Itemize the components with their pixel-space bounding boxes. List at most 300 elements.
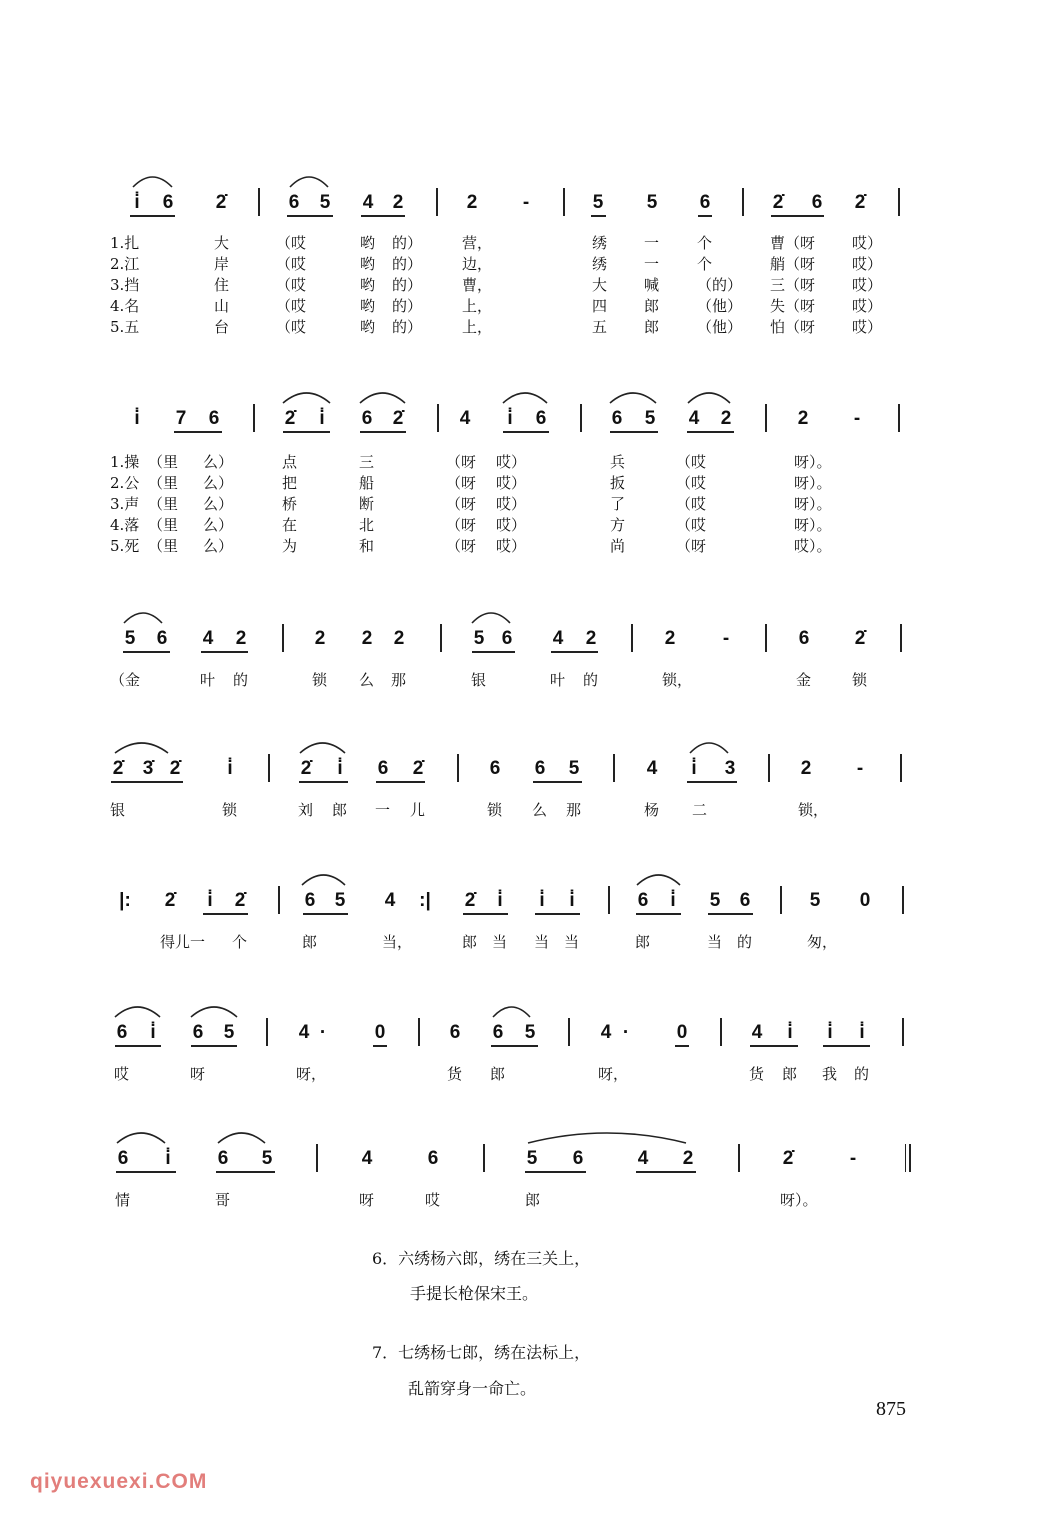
barline: [765, 404, 767, 432]
lyric: 当: [564, 933, 580, 951]
lyric: 郎: [635, 933, 651, 951]
note: 5: [261, 1148, 273, 1169]
lyric: （呀: [446, 495, 477, 513]
note: 6: [739, 890, 751, 911]
note: 6: [572, 1148, 584, 1169]
barline: [568, 1018, 570, 1046]
lyric: 当: [707, 933, 723, 951]
lyric: 尚: [610, 537, 626, 555]
note: 5: [524, 1022, 536, 1043]
lyric: 1.操: [110, 453, 140, 471]
lyric: 哟: [360, 276, 376, 294]
lyric: 哎）: [852, 276, 883, 294]
lyric: 呀）。: [794, 453, 832, 471]
slur: [472, 613, 510, 623]
note: i̇: [319, 408, 325, 429]
note: ·: [319, 1022, 327, 1043]
note: 3̇: [142, 758, 154, 779]
slur: [115, 1007, 160, 1017]
note: 2: [585, 628, 597, 649]
lyric: 当，: [382, 933, 413, 951]
lyric: 锁，: [662, 671, 693, 689]
beam-underline: [373, 1045, 387, 1047]
lyric: 为: [282, 537, 298, 555]
lyric: （呀: [676, 537, 707, 555]
lyric: 杨: [644, 801, 660, 819]
lyric: 锁，: [798, 801, 829, 819]
lyric: 匆，: [807, 933, 838, 951]
note: i̇: [827, 1022, 833, 1043]
slur: [218, 1133, 265, 1143]
slur: [610, 393, 656, 403]
barline: [898, 188, 900, 216]
lyric: 把: [282, 474, 298, 492]
beam-underline: [687, 431, 734, 433]
note: 5: [709, 890, 721, 911]
lyric: 四: [592, 297, 608, 315]
barline: [768, 754, 770, 782]
lyric: 一: [375, 801, 391, 819]
note: i̇: [165, 1148, 171, 1169]
slur: [360, 393, 405, 403]
note: 5: [223, 1022, 235, 1043]
beam-underline: [299, 781, 348, 783]
barline: [900, 754, 902, 782]
barline: [418, 1018, 420, 1046]
lyric: 呀）。: [794, 516, 832, 534]
note: -: [856, 758, 864, 779]
beam-underline: [823, 1045, 870, 1047]
note: 2: [682, 1148, 694, 1169]
lyric: （他）: [697, 297, 743, 315]
lyric: 哎: [114, 1065, 130, 1083]
lyric: 货: [447, 1065, 463, 1083]
note: 6: [637, 890, 649, 911]
lyric: 哎）: [496, 474, 527, 492]
lyric: （金: [110, 671, 141, 689]
barline: [258, 188, 260, 216]
note: 6: [798, 628, 810, 649]
final-barline: [905, 1144, 911, 1172]
lyric: 锁: [487, 801, 503, 819]
lyric: 么: [359, 671, 375, 689]
lyric: （哎: [276, 255, 307, 273]
beam-underline: [283, 431, 330, 433]
slur: [637, 875, 680, 885]
note: i̇: [497, 890, 503, 911]
barline: [780, 886, 782, 914]
barline: [436, 188, 438, 216]
lyric: 那: [391, 671, 407, 689]
lyric: 和: [359, 537, 375, 555]
note: 6: [611, 408, 623, 429]
lyric: 的）: [392, 318, 423, 336]
note: 4: [552, 628, 564, 649]
note: 4: [688, 408, 700, 429]
lyric: 哥: [215, 1191, 231, 1209]
beam-underline: [287, 215, 333, 217]
note: 5: [124, 628, 136, 649]
lyric: 五: [592, 318, 608, 336]
barline: [720, 1018, 722, 1046]
note: 3: [724, 758, 736, 779]
note: 6: [811, 192, 823, 213]
note: 5: [644, 408, 656, 429]
lyric: 郎: [525, 1191, 541, 1209]
lyric: 失（呀: [770, 297, 816, 315]
note: 2: [392, 192, 404, 213]
note: 6: [699, 192, 711, 213]
note: 6: [156, 628, 168, 649]
slur: [124, 613, 162, 623]
note: i̇: [539, 890, 545, 911]
note: ·: [622, 1022, 630, 1043]
note: 2̇: [300, 758, 312, 779]
beam-underline: [491, 1045, 538, 1047]
lyric: 三: [359, 453, 375, 471]
note: 6: [192, 1022, 204, 1043]
lyric: 哟: [360, 255, 376, 273]
lyric: （呀: [446, 453, 477, 471]
beam-underline: [636, 1171, 696, 1173]
lyric: 呀: [190, 1065, 206, 1083]
slur: [283, 393, 330, 403]
beam-underline: [115, 1045, 161, 1047]
lyric: 锁: [852, 671, 868, 689]
note: 2̇: [464, 890, 476, 911]
note: 4: [384, 890, 396, 911]
note: 2: [466, 192, 478, 213]
lyric: 郎: [462, 933, 478, 951]
lyric: 哎）。: [794, 537, 832, 555]
beam-underline: [687, 781, 737, 783]
note: 4: [459, 408, 471, 429]
beam-underline: [503, 431, 549, 433]
note: 6: [449, 1022, 461, 1043]
slur: [528, 1133, 686, 1143]
barline: [742, 188, 744, 216]
lyric: 货: [749, 1065, 765, 1083]
note: 4: [751, 1022, 763, 1043]
note: :|: [419, 890, 431, 911]
lyric: 曹（呀: [770, 234, 816, 252]
lyric: 4.名: [110, 297, 140, 315]
beam-underline: [535, 913, 580, 915]
lyric: 2.江: [110, 255, 140, 273]
note: i̇: [859, 1022, 865, 1043]
lyric: 哟: [360, 318, 376, 336]
lyric: 船: [359, 474, 375, 492]
note: 5: [526, 1148, 538, 1169]
beam-underline: [174, 431, 222, 433]
slur: [133, 177, 172, 187]
lyric: 二: [692, 801, 708, 819]
note: -: [853, 408, 861, 429]
note: i̇: [337, 758, 343, 779]
barline: [268, 754, 270, 782]
lyric: 的）: [392, 297, 423, 315]
note: 6: [427, 1148, 439, 1169]
note: 0: [374, 1022, 386, 1043]
note: 4: [362, 192, 374, 213]
lyric: 郎: [302, 933, 318, 951]
barline: [253, 404, 255, 432]
note: 6: [534, 758, 546, 779]
lyric: （呀: [446, 516, 477, 534]
barline: [738, 1144, 740, 1172]
lyric: 我: [822, 1065, 838, 1083]
barline: [278, 886, 280, 914]
lyric: 3.挡: [110, 276, 140, 294]
note: 2̇: [782, 1148, 794, 1169]
lyric: 营，: [462, 234, 493, 252]
lyric: 呀）。: [794, 474, 832, 492]
lyric: 呀: [359, 1191, 375, 1209]
note: 5: [809, 890, 821, 911]
note: 4: [361, 1148, 373, 1169]
lyric: （哎: [276, 276, 307, 294]
lyric: 点: [282, 453, 298, 471]
note: 6: [501, 628, 513, 649]
note: -: [849, 1148, 857, 1169]
barline: [898, 404, 900, 432]
lyric: 断: [359, 495, 375, 513]
verse-6-line-1: 6．六绣杨六郎，绣在三关上，: [372, 1249, 591, 1268]
lyric: 扳: [610, 474, 626, 492]
lyric: 的: [233, 671, 249, 689]
note: i̇: [227, 758, 233, 779]
lyric: 郎: [782, 1065, 798, 1083]
lyric: 么: [532, 801, 548, 819]
lyric: 么）: [203, 516, 234, 534]
lyric: 的: [583, 671, 599, 689]
lyric: 5.五: [110, 318, 140, 336]
lyric: 哟: [360, 234, 376, 252]
lyric: 郎: [490, 1065, 506, 1083]
beam-underline: [591, 215, 606, 217]
note: 2̇: [772, 192, 784, 213]
barline: [765, 624, 767, 652]
lyric: 兵: [610, 453, 626, 471]
note: 4: [637, 1148, 649, 1169]
lyric: 哎）: [852, 234, 883, 252]
note: -: [722, 628, 730, 649]
barline: [483, 1144, 485, 1172]
lyric: 方: [610, 516, 626, 534]
slur: [690, 743, 728, 753]
note: 2̇: [169, 758, 181, 779]
barline: [457, 754, 459, 782]
note: 6: [117, 1148, 129, 1169]
slur: [503, 393, 547, 403]
beam-underline: [130, 215, 175, 217]
barline: [316, 1144, 318, 1172]
beam-underline: [203, 913, 248, 915]
lyric: 艄（呀: [770, 255, 816, 273]
note: 2: [800, 758, 812, 779]
lyric: 了: [610, 495, 626, 513]
lyric: （哎: [276, 297, 307, 315]
beam-underline: [360, 431, 406, 433]
note: 2̇: [234, 890, 246, 911]
note: 2: [314, 628, 326, 649]
beam-underline: [303, 913, 348, 915]
lyric: 哎）: [496, 495, 527, 513]
note: 2: [235, 628, 247, 649]
note: i̇: [691, 758, 697, 779]
lyric: 桥: [282, 495, 298, 513]
lyric: （哎: [676, 474, 707, 492]
lyric: 锁: [222, 801, 238, 819]
barline: [900, 624, 902, 652]
lyric: 刘: [298, 801, 314, 819]
barline: [902, 886, 904, 914]
beam-underline: [551, 651, 598, 653]
lyric: 一: [644, 234, 660, 252]
lyric: （里: [148, 474, 179, 492]
lyric: 3.声: [110, 495, 140, 513]
note: 2: [720, 408, 732, 429]
lyric: （他）: [697, 318, 743, 336]
slur: [290, 177, 328, 187]
beam-underline: [708, 913, 753, 915]
beam-underline: [636, 913, 681, 915]
slur: [302, 875, 345, 885]
note: |:: [119, 890, 131, 911]
note: i̇: [507, 408, 513, 429]
lyric: 那: [566, 801, 582, 819]
note: 2̇: [854, 628, 866, 649]
beam-underline: [472, 651, 515, 653]
lyric: （哎: [276, 234, 307, 252]
note: 2̇: [112, 758, 124, 779]
beam-underline: [771, 215, 824, 217]
beam-underline: [216, 1171, 275, 1173]
lyric: 大: [592, 276, 608, 294]
note: 4: [202, 628, 214, 649]
lyric: 银: [471, 671, 487, 689]
note: -: [522, 192, 530, 213]
note: 0: [676, 1022, 688, 1043]
barline: [631, 624, 633, 652]
lyric: 哎）: [852, 297, 883, 315]
lyric: 上，: [462, 318, 493, 336]
lyric: 北: [359, 516, 375, 534]
lyric: 郎: [332, 801, 348, 819]
lyric: 当: [534, 933, 550, 951]
note: 2: [797, 408, 809, 429]
beam-underline: [463, 913, 508, 915]
lyric: 大: [214, 234, 230, 252]
lyric: （里: [148, 537, 179, 555]
note: 6: [535, 408, 547, 429]
lyric: （呀: [446, 537, 477, 555]
note: 6: [208, 408, 220, 429]
lyric: 郎: [644, 297, 660, 315]
note: i̇: [134, 408, 140, 429]
note: 6: [489, 758, 501, 779]
note: 4: [646, 758, 658, 779]
lyric: 4.落: [110, 516, 140, 534]
lyric: 的: [854, 1065, 870, 1083]
lyric: （哎: [676, 453, 707, 471]
barline: [282, 624, 284, 652]
lyric: 呀，: [598, 1065, 629, 1083]
note: 6: [162, 192, 174, 213]
lyric: 锁: [312, 671, 328, 689]
lyric: 山: [214, 297, 230, 315]
lyric: 哎）: [496, 537, 527, 555]
note: 2̇: [164, 890, 176, 911]
note: 2̇: [854, 192, 866, 213]
lyric: （里: [148, 516, 179, 534]
lyric: 金: [796, 671, 812, 689]
lyric: 2.公: [110, 474, 140, 492]
lyric: 绣: [592, 234, 608, 252]
lyric: 的）: [392, 234, 423, 252]
lyric: 三（呀: [770, 276, 816, 294]
note: i̇: [670, 890, 676, 911]
note: 5: [646, 192, 658, 213]
note: 6: [288, 192, 300, 213]
beam-underline: [201, 651, 248, 653]
lyric: 儿: [410, 801, 426, 819]
lyric: 哎）: [852, 318, 883, 336]
slur: [688, 393, 730, 403]
lyric: 绣: [592, 255, 608, 273]
beam-underline: [116, 1171, 176, 1173]
note: 2̇: [215, 192, 227, 213]
lyric: 岸: [214, 255, 230, 273]
lyric: 呀）。: [780, 1191, 818, 1209]
note: 7: [175, 408, 187, 429]
beam-underline: [698, 215, 712, 217]
slur: [117, 1133, 165, 1143]
note: 2: [664, 628, 676, 649]
lyric: 么）: [203, 474, 234, 492]
beam-underline: [191, 1045, 237, 1047]
note: 2̇: [392, 408, 404, 429]
barline: [266, 1018, 268, 1046]
lyric: （里: [148, 495, 179, 513]
beam-underline: [376, 781, 425, 783]
slur: [300, 743, 345, 753]
verse-7-line-2: 乱箭穿身一命亡。: [408, 1379, 537, 1398]
lyric: （里: [148, 453, 179, 471]
lyric: 么）: [203, 495, 234, 513]
lyric: 1.扎: [110, 234, 140, 252]
barline: [440, 624, 442, 652]
lyric: 哎）: [852, 255, 883, 273]
lyric: 个: [232, 933, 248, 951]
lyric: （的）: [697, 276, 743, 294]
barline: [613, 754, 615, 782]
beam-underline: [361, 215, 405, 217]
note: 5: [592, 192, 604, 213]
note: 6: [116, 1022, 128, 1043]
lyric: （哎: [676, 516, 707, 534]
lyric: 得儿一: [160, 933, 206, 951]
lyric: 在: [282, 516, 298, 534]
verse-6-line-2: 手提长枪保宋王。: [410, 1284, 539, 1303]
lyric: 的: [737, 933, 753, 951]
lyric: （呀: [446, 474, 477, 492]
page-number: 875: [876, 1398, 906, 1420]
watermark-logo: qiyuexuexi.COM: [30, 1470, 208, 1493]
lyric: 呀，: [296, 1065, 327, 1083]
note: 2̇: [412, 758, 424, 779]
note: i̇: [134, 192, 140, 213]
